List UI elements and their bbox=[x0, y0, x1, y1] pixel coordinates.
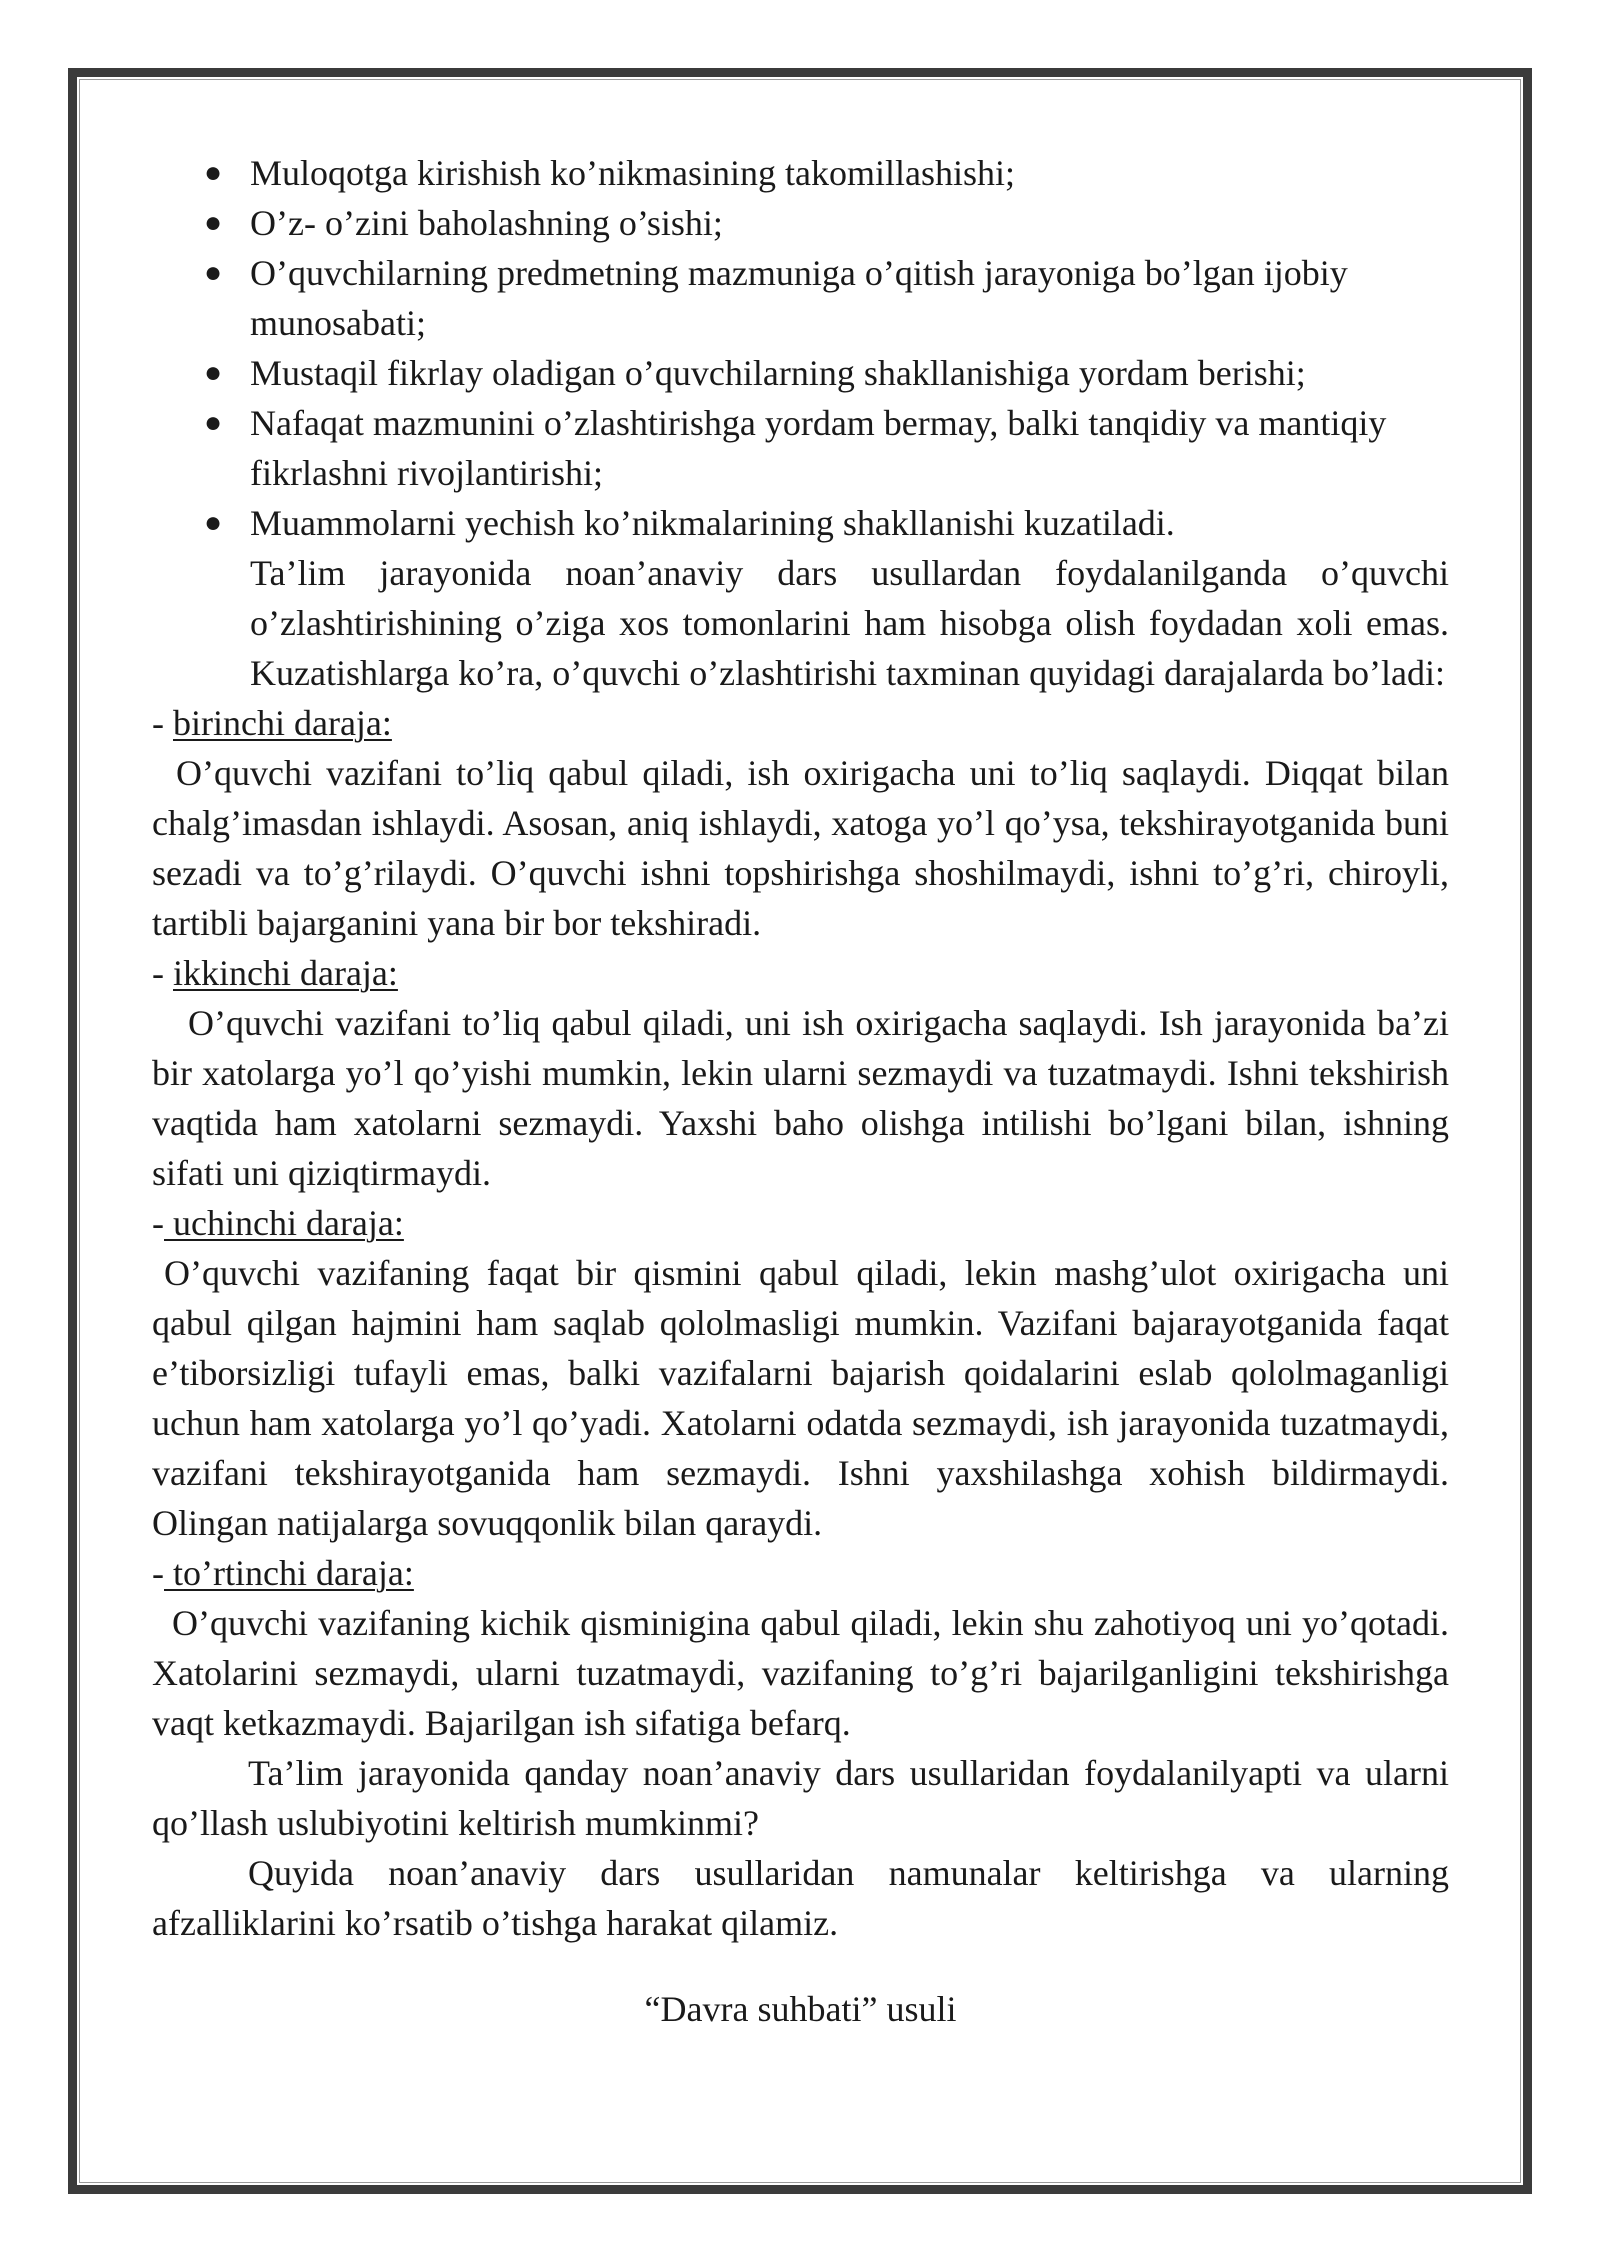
level-2-heading: - ikkinchi daraja: bbox=[152, 953, 398, 993]
level-1-heading: - birinchi daraja: bbox=[152, 703, 392, 743]
list-item: ● O’quvchilarning predmetning mazmuniga o’qitish jarayoniga bo’lgan ijobiy munosabati; bbox=[152, 248, 1449, 348]
closing-paragraph: Quyida noan’anaviy dars usullaridan namunalar keltirishga va ularning afzalliklarini ko’rsatib o’tishga harakat qilamiz. bbox=[152, 1853, 1449, 1943]
bullet-icon: ● bbox=[204, 356, 223, 389]
intro-paragraph: Ta’lim jarayonida noan’anaviy dars usullardan foydalanilganda o’quvchi o’zlashtirishining o’ziga xos tomonlarini ham hisobga olish foydadan xoli emas. Kuzatishlarga ko’ra, o’quvchi o’zlashtirishi taxminan quyidagi darajalarda bo’ladi: bbox=[250, 553, 1449, 693]
bullet-icon: ● bbox=[204, 156, 223, 189]
document-body bbox=[152, 148, 1449, 2034]
bullet-icon: ● bbox=[204, 256, 223, 289]
list-item: ● O’z- o’zini baholashning o’sishi; bbox=[152, 198, 1449, 248]
list-item: ● Nafaqat mazmunini o’zlashtirishga yordam bermay, balki tanqidiy va mantiqiy fikrlashni rivojlantirishi; bbox=[152, 398, 1449, 498]
question-paragraph: Ta’lim jarayonida qanday noan’anaviy dars usullaridan foydalanilyapti va ularni qo’llash uslubiyotini keltirish mumkinmi? bbox=[152, 1753, 1449, 1843]
level-1-text: O’quvchi vazifani to’liq qabul qiladi, ish oxirigacha uni to’liq saqlaydi. Diqqat bilan chalg’imasdan ishlaydi. Asosan, aniq ishlaydi, xatoga yo’l qo’ysa, tekshirayotganida buni sezadi va to’g’rilaydi. O’quvchi ishni topshirishga shoshilmaydi, ishni to’g’ri, chiroyli, tartibli bajarganini yana bir bor tekshiradi. bbox=[152, 753, 1449, 943]
list-item: ● Muammolarni yechish ko’nikmalarining shakllanishi kuzatiladi. bbox=[152, 498, 1449, 548]
level-4-heading: - to’rtinchi daraja: bbox=[152, 1553, 414, 1593]
section-title: “Davra suhbati” usuli bbox=[644, 1989, 957, 2029]
level-3-text: O’quvchi vazifaning faqat bir qismini qabul qiladi, lekin mashg’ulot oxirigacha uni qabul qilgan hajmini ham saqlab qololmasligi mumkin. Vazifani bajarayotganida faqat e’tiborsizligi tufayli emas, balki vazifalarni bajarish qoidalarini eslab qololmaganligi uchun ham xatolarga yo’l qo’yadi. Xatolarni odatda sezmaydi, ish jarayonida tuzatmaydi, vazifani tekshirayotganida ham sezmaydi. Ishni yaxshilashga xohish bildirmaydi. Olingan natijalarga sovuqqonlik bilan qaraydi. bbox=[152, 1253, 1449, 1543]
list-item: ● Mustaqil fikrlay oladigan o’quvchilarning shakllanishiga yordam berishi; bbox=[152, 348, 1449, 398]
bullet-icon: ● bbox=[204, 506, 223, 539]
list-item: ● Muloqotga kirishish ko’nikmasining takomillashishi; bbox=[152, 148, 1449, 198]
level-2-text: O’quvchi vazifani to’liq qabul qiladi, uni ish oxirigacha saqlaydi. Ish jarayonida ba’zi bir xatolarga yo’l qo’yishi mumkin, lekin ularni sezmaydi va tuzatmaydi. Ishni tekshirish vaqtida ham xatolarni sezmaydi. Yaxshi baho olishga intilishi bo’lgani bilan, ishning sifati uni qiziqtirmaydi. bbox=[152, 1003, 1449, 1193]
outcomes-list bbox=[152, 148, 1449, 548]
bullet-icon: ● bbox=[204, 406, 223, 439]
level-4-text: O’quvchi vazifaning kichik qisminigina qabul qiladi, lekin shu zahotiyoq uni yo’qotadi. Xatolarini sezmaydi, ularni tuzatmaydi, vazifaning to’g’ri bajarilganligini tekshirishga vaqt ketkazmaydi. Bajarilgan ish sifatiga befarq. bbox=[152, 1603, 1449, 1743]
bullet-icon: ● bbox=[204, 206, 223, 239]
level-3-heading: - uchinchi daraja: bbox=[152, 1203, 404, 1243]
